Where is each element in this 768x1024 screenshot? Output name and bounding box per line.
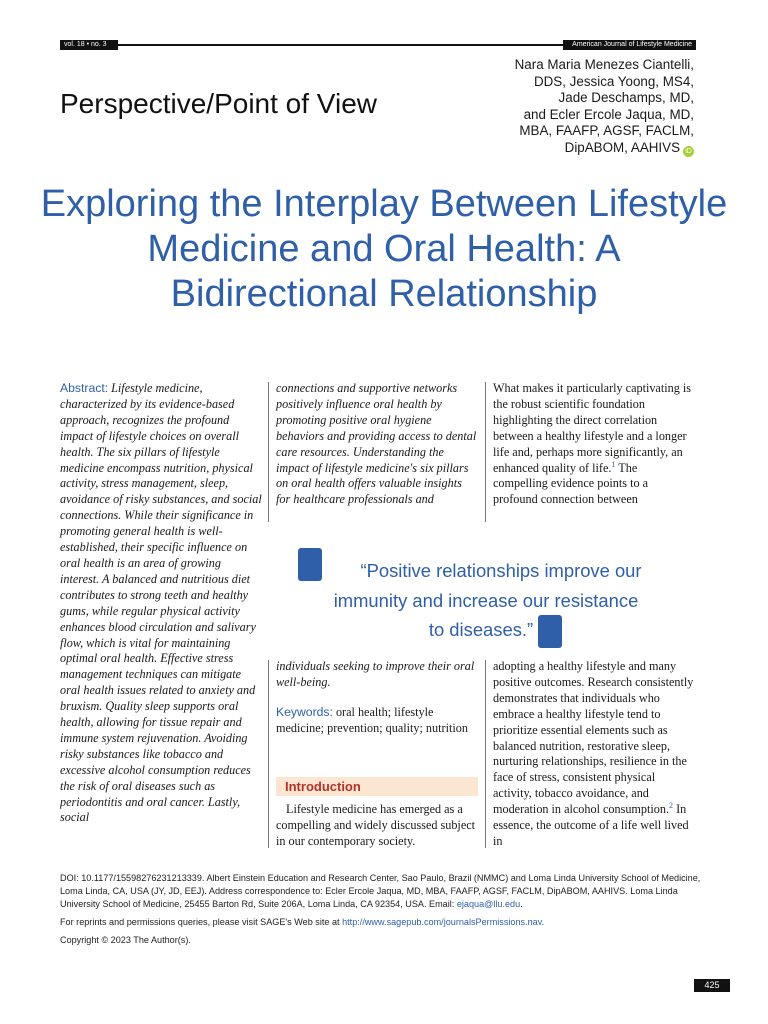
reprints-note xyxy=(60,916,710,929)
abstract-column-1 xyxy=(60,381,262,826)
doi-affiliations xyxy=(60,872,710,911)
abstract-text: Lifestyle medicine, characterized by its evidence-based approach, recognizes the profound impact of lifestyle choices on overall health. The six pillars of lifestyle medicine encompass nutrition, physical activity, stress management, sleep, avoidance of risky substances, and social connections. While their significance in promoting general health is well-established, their specific influence on oral health is an area of growing interest. A balanced and nutritious diet contributes to strong teeth and healthy gums, while regular physical activity enhances blood circulation and salivary flow, which is vital for maintaining optimal oral health. Effective stress management techniques can mitigate oral health issues related to anxiety and bruxism. Quality sleep supports oral health, allowing for tissue repair and immune system rejuvenation. Avoiding risky substances like tobacco and excessive alcohol consumption reduces the risk of oral diseases such as periodontitis and oral cancer. Lastly, social xyxy=(60,381,262,825)
reference-link[interactable]: 2 xyxy=(669,801,674,811)
author-list xyxy=(394,57,694,157)
permissions-link[interactable]: http://www.sagepub.com/journalsPermissions.nav xyxy=(342,917,542,927)
introduction-text: Lifestyle medicine has emerged as a compelling and widely discussed subject in our contemporary society. xyxy=(276,802,476,848)
page-number: 425 xyxy=(694,979,730,992)
author-line xyxy=(394,140,694,157)
keywords-text: oral health; lifestyle medicine; prevention; quality; nutrition xyxy=(276,704,468,735)
abstract-text-end: individuals seeking to improve their oral well-being. xyxy=(276,659,475,689)
pull-quote-line: to diseases.” xyxy=(428,619,534,640)
pull-quote-line: “Positive relationships improve our xyxy=(360,560,642,581)
keywords-label: Keywords: xyxy=(276,704,333,719)
body-column-3-bottom xyxy=(493,659,695,850)
body-text: The compelling evidence points to a profound connection between xyxy=(493,460,649,507)
punctuation: . xyxy=(520,899,523,909)
header-rule xyxy=(118,44,563,46)
abstract-column-2: connections and supportive networks positively influence oral health by promoting positive oral hygiene behaviors and providing access to dental care resources. Understanding the impact of lifestyle medicine's six pillars on oral health offers valuable insights for healthcare professionals and xyxy=(276,381,477,507)
article-title: Exploring the Interplay Between Lifestyle Medicine and Oral Health: A Bidirectional Relationship xyxy=(40,183,728,315)
journal-name: American Journal of Lifestyle Medicine xyxy=(563,40,696,50)
author-line: Jade Deschamps, MD, xyxy=(558,90,694,105)
punctuation: . xyxy=(541,917,545,927)
pull-quote-line: immunity and increase our resistance xyxy=(333,589,639,611)
body-column-3-top xyxy=(493,381,695,508)
column-divider xyxy=(268,382,269,522)
doi-text: DOI: 10.1177/15598276231213339. Albert Einstein Education and Research Center, Sao Paulo, Brazil (NMMC) and Loma Linda University School of Medicine, Loma Linda, CA, USA (JY, JD, EEJ). Address correspondence to: Ecler Ercole Jaqua, MD, MBA, FAAFP, AGSF, FACLM, DipABOM, AAHIVS. Loma Linda University School of Medicine, 25455 Barton Rd, Suite 206A, Loma Linda, CA 92354, USA. Email: xyxy=(60,873,701,909)
abstract-column-2-bottom xyxy=(276,659,478,737)
body-text: adopting a healthy lifestyle and many positive outcomes. Research consistently demonstrates that individuals who embrace a healthy lifestyle tend to prioritize essential elements such as balanced nutrition, restorative sleep, nurturing relationships, resilience in the face of stress, consistent physical activity, tobacco avoidance, and moderation in alcohol consumption. xyxy=(493,659,694,817)
reference-link[interactable]: 1 xyxy=(611,459,616,469)
body-text: What makes it particularly captivating is the robust scientific foundation highlighting the direct correlation between a healthy lifestyle and a longer life and, perhaps more significantly, an enhanced quality of life. xyxy=(493,381,691,475)
abstract-label: Abstract: xyxy=(60,381,109,395)
column-divider xyxy=(485,660,486,848)
column-divider xyxy=(485,382,486,522)
column-divider xyxy=(268,660,269,848)
email-link[interactable]: ejaqua@llu.edu xyxy=(456,899,521,909)
author-line: and Ecler Ercole Jaqua, MD, xyxy=(523,106,694,122)
author-line: DDS, Jessica Yoong, MS4, xyxy=(533,73,694,89)
orcid-icon[interactable]: iD xyxy=(683,146,694,157)
close-quote-icon xyxy=(538,615,562,648)
keywords xyxy=(276,705,478,737)
author-line: MBA, FAAFP, AGSF, FACLM, xyxy=(519,123,694,138)
section-label: Perspective/Point of View xyxy=(60,88,377,119)
author-line: Nara Maria Menezes Ciantelli, xyxy=(514,57,694,72)
volume-label: vol. 18 • no. 3 xyxy=(60,40,118,50)
reprints-text: For reprints and permissions queries, please visit SAGE's Web site at xyxy=(60,917,340,927)
introduction-heading: Introduction xyxy=(276,777,478,796)
author-line-text: DipABOM, AAHIVS xyxy=(564,139,680,155)
copyright: Copyright © 2023 The Author(s). xyxy=(60,935,191,945)
pull-quote xyxy=(262,556,710,645)
body-text: In essence, the outcome of a life well lived in xyxy=(493,802,689,848)
